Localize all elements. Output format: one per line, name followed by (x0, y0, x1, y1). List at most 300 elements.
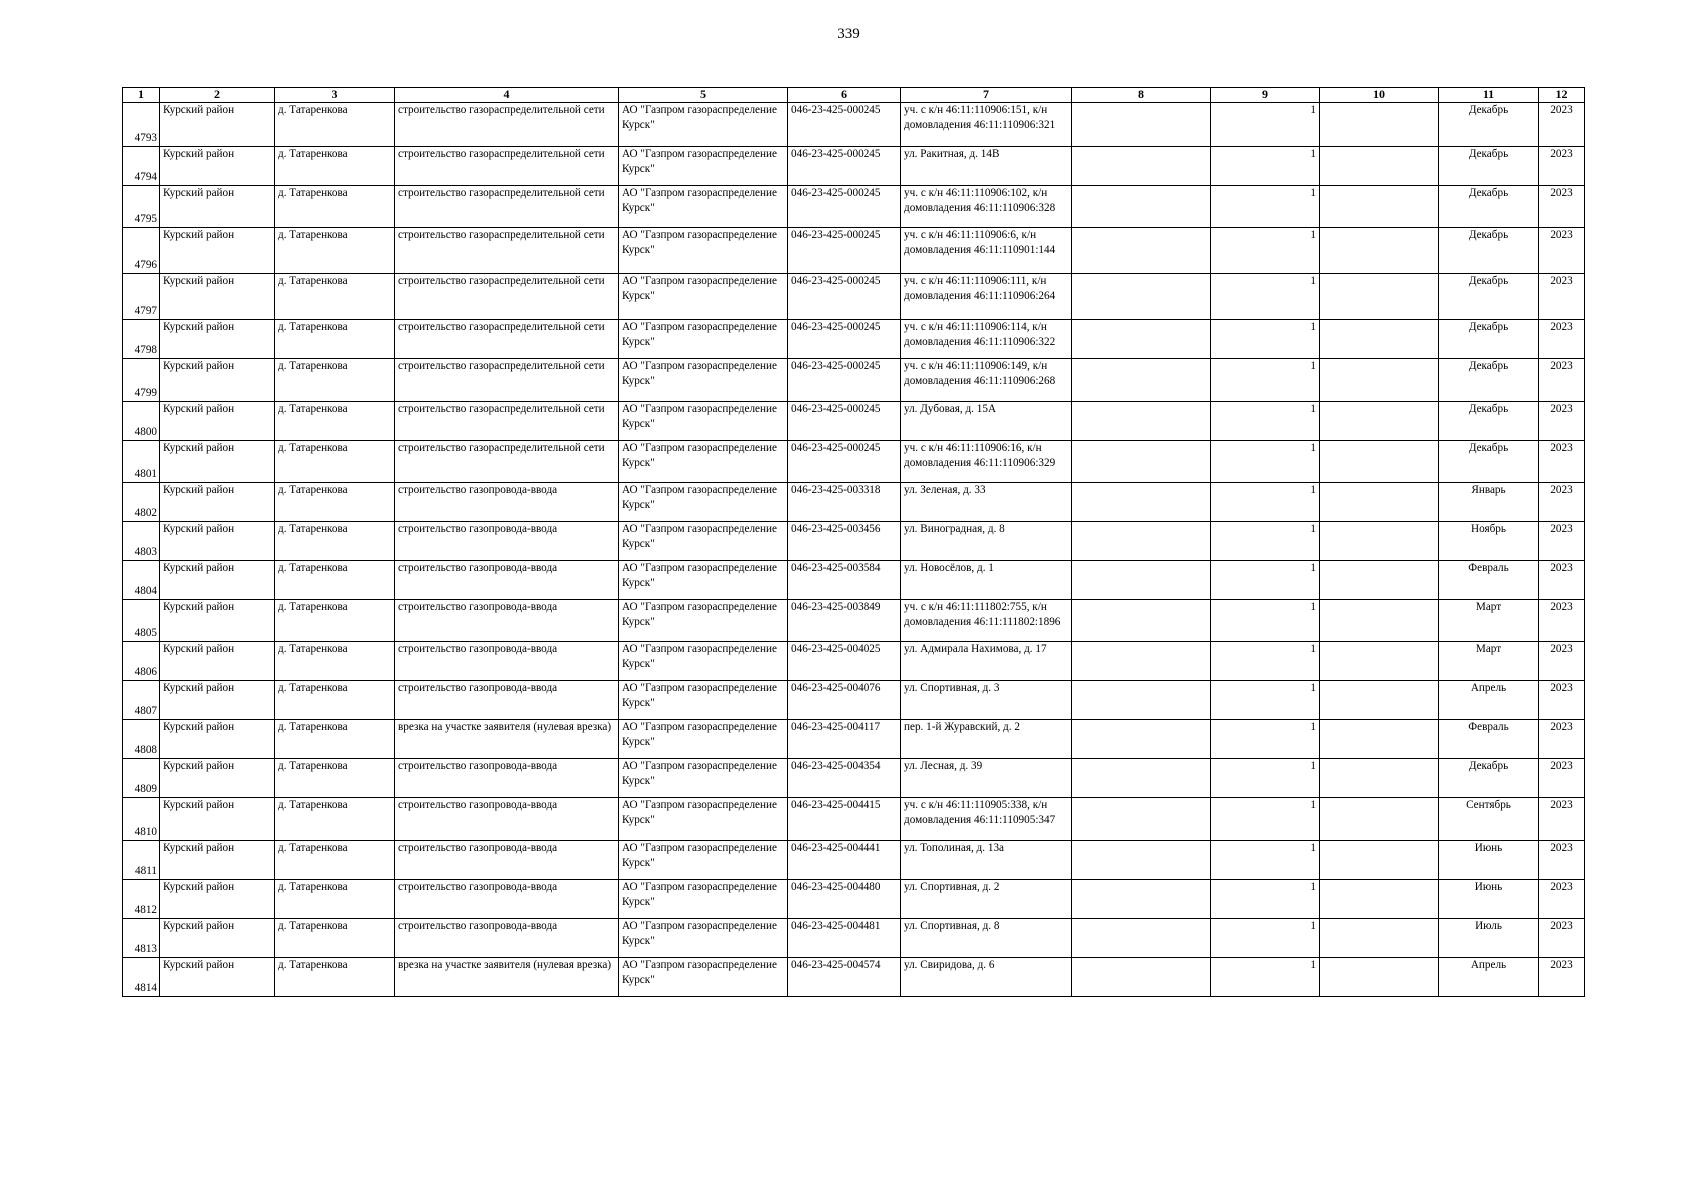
locality-cell: д. Татаренкова (275, 681, 395, 720)
table-row (123, 320, 1585, 359)
quantity-cell: 1 (1211, 274, 1320, 320)
row-number-cell: 4805 (123, 600, 160, 642)
organization-cell: АО "Газпром газораспределение Курск" (619, 600, 788, 642)
locality-cell: д. Татаренкова (275, 600, 395, 642)
application-code-cell: 046-23-425-004117 (788, 720, 901, 759)
column-10-cell (1320, 600, 1439, 642)
district-cell: Курский район (160, 186, 275, 228)
address-cell: уч. с к/н 46:11:110906:111, к/н домовладения 46:11:110906:264 (901, 274, 1072, 320)
row-number-cell: 4804 (123, 561, 160, 600)
quantity-cell: 1 (1211, 720, 1320, 759)
organization-cell: АО "Газпром газораспределение Курск" (619, 441, 788, 483)
year-cell: 2023 (1539, 359, 1585, 402)
year-cell: 2023 (1539, 320, 1585, 359)
work-type-cell: строительство газопровода-ввода (395, 759, 619, 798)
locality-cell: д. Татаренкова (275, 720, 395, 759)
work-type-cell: строительство газораспределительной сети (395, 359, 619, 402)
table-row (123, 228, 1585, 274)
application-code-cell: 046-23-425-000245 (788, 186, 901, 228)
locality-cell: д. Татаренкова (275, 228, 395, 274)
column-header: 12 (1539, 88, 1585, 103)
column-8-cell (1072, 720, 1211, 759)
organization-cell: АО "Газпром газораспределение Курск" (619, 681, 788, 720)
quantity-cell: 1 (1211, 841, 1320, 880)
address-cell: уч. с к/н 46:11:110906:102, к/н домовладения 46:11:110906:328 (901, 186, 1072, 228)
quantity-cell: 1 (1211, 402, 1320, 441)
year-cell: 2023 (1539, 103, 1585, 147)
column-header: 7 (901, 88, 1072, 103)
district-cell: Курский район (160, 919, 275, 958)
quantity-cell: 1 (1211, 919, 1320, 958)
locality-cell: д. Татаренкова (275, 320, 395, 359)
quantity-cell: 1 (1211, 561, 1320, 600)
application-code-cell: 046-23-425-003849 (788, 600, 901, 642)
address-cell: ул. Новосёлов, д. 1 (901, 561, 1072, 600)
organization-cell: АО "Газпром газораспределение Курск" (619, 720, 788, 759)
row-number-cell: 4810 (123, 798, 160, 841)
column-10-cell (1320, 186, 1439, 228)
application-code-cell: 046-23-425-004481 (788, 919, 901, 958)
district-cell: Курский район (160, 274, 275, 320)
year-cell: 2023 (1539, 600, 1585, 642)
column-header: 10 (1320, 88, 1439, 103)
row-number-cell: 4811 (123, 841, 160, 880)
column-header: 6 (788, 88, 901, 103)
locality-cell: д. Татаренкова (275, 919, 395, 958)
organization-cell: АО "Газпром газораспределение Курск" (619, 483, 788, 522)
table-row (123, 958, 1585, 997)
table-row (123, 103, 1585, 147)
column-header: 5 (619, 88, 788, 103)
month-cell: Декабрь (1439, 441, 1539, 483)
month-cell: Сентябрь (1439, 798, 1539, 841)
row-number-cell: 4807 (123, 681, 160, 720)
work-type-cell: врезка на участке заявителя (нулевая врезка) (395, 720, 619, 759)
column-8-cell (1072, 228, 1211, 274)
month-cell: Июль (1439, 919, 1539, 958)
column-header: 3 (275, 88, 395, 103)
column-10-cell (1320, 441, 1439, 483)
district-cell: Курский район (160, 228, 275, 274)
row-number-cell: 4799 (123, 359, 160, 402)
table-row (123, 186, 1585, 228)
column-10-cell (1320, 274, 1439, 320)
column-8-cell (1072, 600, 1211, 642)
column-8-cell (1072, 402, 1211, 441)
locality-cell: д. Татаренкова (275, 522, 395, 561)
month-cell: Декабрь (1439, 228, 1539, 274)
table-row (123, 561, 1585, 600)
year-cell: 2023 (1539, 147, 1585, 186)
quantity-cell: 1 (1211, 186, 1320, 228)
month-cell: Декабрь (1439, 320, 1539, 359)
month-cell: Апрель (1439, 681, 1539, 720)
year-cell: 2023 (1539, 880, 1585, 919)
column-10-cell (1320, 483, 1439, 522)
work-type-cell: строительство газопровода-ввода (395, 681, 619, 720)
quantity-cell: 1 (1211, 759, 1320, 798)
column-8-cell (1072, 320, 1211, 359)
organization-cell: АО "Газпром газораспределение Курск" (619, 274, 788, 320)
locality-cell: д. Татаренкова (275, 880, 395, 919)
district-cell: Курский район (160, 880, 275, 919)
table-row (123, 359, 1585, 402)
address-cell: ул. Виноградная, д. 8 (901, 522, 1072, 561)
month-cell: Декабрь (1439, 103, 1539, 147)
application-code-cell: 046-23-425-000245 (788, 359, 901, 402)
month-cell: Февраль (1439, 720, 1539, 759)
table-row (123, 681, 1585, 720)
quantity-cell: 1 (1211, 880, 1320, 919)
application-code-cell: 046-23-425-004025 (788, 642, 901, 681)
district-cell: Курский район (160, 642, 275, 681)
application-code-cell: 046-23-425-000245 (788, 103, 901, 147)
year-cell: 2023 (1539, 919, 1585, 958)
organization-cell: АО "Газпром газораспределение Курск" (619, 522, 788, 561)
quantity-cell: 1 (1211, 958, 1320, 997)
work-type-cell: строительство газораспределительной сети (395, 274, 619, 320)
address-cell: ул. Спортивная, д. 8 (901, 919, 1072, 958)
application-code-cell: 046-23-425-003318 (788, 483, 901, 522)
district-cell: Курский район (160, 483, 275, 522)
district-cell: Курский район (160, 147, 275, 186)
work-type-cell: строительство газопровода-ввода (395, 841, 619, 880)
locality-cell: д. Татаренкова (275, 642, 395, 681)
column-8-cell (1072, 441, 1211, 483)
locality-cell: д. Татаренкова (275, 561, 395, 600)
row-number-cell: 4813 (123, 919, 160, 958)
table-row (123, 759, 1585, 798)
district-cell: Курский район (160, 759, 275, 798)
organization-cell: АО "Газпром газораспределение Курск" (619, 402, 788, 441)
application-code-cell: 046-23-425-000245 (788, 274, 901, 320)
locality-cell: д. Татаренкова (275, 841, 395, 880)
locality-cell: д. Татаренкова (275, 274, 395, 320)
table-row (123, 402, 1585, 441)
column-8-cell (1072, 522, 1211, 561)
address-cell: ул. Спортивная, д. 3 (901, 681, 1072, 720)
row-number-cell: 4794 (123, 147, 160, 186)
row-number-cell: 4796 (123, 228, 160, 274)
address-cell: уч. с к/н 46:11:110906:151, к/н домовладения 46:11:110906:321 (901, 103, 1072, 147)
address-cell: ул. Зеленая, д. 33 (901, 483, 1072, 522)
month-cell: Ноябрь (1439, 522, 1539, 561)
table-row (123, 880, 1585, 919)
column-header: 11 (1439, 88, 1539, 103)
application-code-cell: 046-23-425-000245 (788, 320, 901, 359)
locality-cell: д. Татаренкова (275, 483, 395, 522)
registry-table (122, 87, 1585, 997)
organization-cell: АО "Газпром газораспределение Курск" (619, 798, 788, 841)
work-type-cell: строительство газопровода-ввода (395, 600, 619, 642)
table-row (123, 841, 1585, 880)
organization-cell: АО "Газпром газораспределение Курск" (619, 228, 788, 274)
address-cell: уч. с к/н 46:11:110906:6, к/н домовладения 46:11:110901:144 (901, 228, 1072, 274)
month-cell: Декабрь (1439, 359, 1539, 402)
column-10-cell (1320, 720, 1439, 759)
month-cell: Март (1439, 642, 1539, 681)
quantity-cell: 1 (1211, 681, 1320, 720)
work-type-cell: строительство газопровода-ввода (395, 522, 619, 561)
month-cell: Февраль (1439, 561, 1539, 600)
locality-cell: д. Татаренкова (275, 441, 395, 483)
quantity-cell: 1 (1211, 147, 1320, 186)
quantity-cell: 1 (1211, 320, 1320, 359)
year-cell: 2023 (1539, 483, 1585, 522)
column-8-cell (1072, 274, 1211, 320)
quantity-cell: 1 (1211, 642, 1320, 681)
column-8-cell (1072, 841, 1211, 880)
column-header: 8 (1072, 88, 1211, 103)
column-8-cell (1072, 681, 1211, 720)
address-cell: уч. с к/н 46:11:110906:16, к/н домовладения 46:11:110906:329 (901, 441, 1072, 483)
column-10-cell (1320, 402, 1439, 441)
column-10-cell (1320, 561, 1439, 600)
year-cell: 2023 (1539, 522, 1585, 561)
column-10-cell (1320, 880, 1439, 919)
table-row (123, 274, 1585, 320)
organization-cell: АО "Газпром газораспределение Курск" (619, 561, 788, 600)
district-cell: Курский район (160, 600, 275, 642)
address-cell: ул. Тополиная, д. 13а (901, 841, 1072, 880)
organization-cell: АО "Газпром газораспределение Курск" (619, 880, 788, 919)
district-cell: Курский район (160, 402, 275, 441)
month-cell: Апрель (1439, 958, 1539, 997)
column-8-cell (1072, 483, 1211, 522)
application-code-cell: 046-23-425-004415 (788, 798, 901, 841)
locality-cell: д. Татаренкова (275, 147, 395, 186)
month-cell: Декабрь (1439, 402, 1539, 441)
month-cell: Декабрь (1439, 274, 1539, 320)
month-cell: Декабрь (1439, 147, 1539, 186)
application-code-cell: 046-23-425-004441 (788, 841, 901, 880)
work-type-cell: строительство газораспределительной сети (395, 103, 619, 147)
year-cell: 2023 (1539, 759, 1585, 798)
work-type-cell: строительство газораспределительной сети (395, 228, 619, 274)
row-number-cell: 4798 (123, 320, 160, 359)
organization-cell: АО "Газпром газораспределение Курск" (619, 359, 788, 402)
column-header: 4 (395, 88, 619, 103)
month-cell: Декабрь (1439, 186, 1539, 228)
table-row (123, 720, 1585, 759)
district-cell: Курский район (160, 958, 275, 997)
year-cell: 2023 (1539, 720, 1585, 759)
table-body (123, 103, 1585, 997)
year-cell: 2023 (1539, 798, 1585, 841)
locality-cell: д. Татаренкова (275, 402, 395, 441)
year-cell: 2023 (1539, 402, 1585, 441)
table-row (123, 798, 1585, 841)
locality-cell: д. Татаренкова (275, 186, 395, 228)
quantity-cell: 1 (1211, 483, 1320, 522)
organization-cell: АО "Газпром газораспределение Курск" (619, 919, 788, 958)
address-cell: ул. Спортивная, д. 2 (901, 880, 1072, 919)
work-type-cell: строительство газопровода-ввода (395, 561, 619, 600)
address-cell: уч. с к/н 46:11:111802:755, к/н домовладения 46:11:111802:1896 (901, 600, 1072, 642)
column-8-cell (1072, 147, 1211, 186)
quantity-cell: 1 (1211, 228, 1320, 274)
row-number-cell: 4797 (123, 274, 160, 320)
row-number-cell: 4795 (123, 186, 160, 228)
locality-cell: д. Татаренкова (275, 958, 395, 997)
column-8-cell (1072, 798, 1211, 841)
column-8-cell (1072, 561, 1211, 600)
district-cell: Курский район (160, 720, 275, 759)
year-cell: 2023 (1539, 642, 1585, 681)
column-10-cell (1320, 359, 1439, 402)
organization-cell: АО "Газпром газораспределение Курск" (619, 759, 788, 798)
row-number-cell: 4800 (123, 402, 160, 441)
work-type-cell: строительство газопровода-ввода (395, 919, 619, 958)
work-type-cell: строительство газопровода-ввода (395, 798, 619, 841)
quantity-cell: 1 (1211, 522, 1320, 561)
column-10-cell (1320, 759, 1439, 798)
application-code-cell: 046-23-425-003456 (788, 522, 901, 561)
application-code-cell: 046-23-425-004076 (788, 681, 901, 720)
district-cell: Курский район (160, 359, 275, 402)
locality-cell: д. Татаренкова (275, 103, 395, 147)
district-cell: Курский район (160, 681, 275, 720)
column-8-cell (1072, 103, 1211, 147)
address-cell: ул. Лесная, д. 39 (901, 759, 1072, 798)
year-cell: 2023 (1539, 681, 1585, 720)
quantity-cell: 1 (1211, 441, 1320, 483)
month-cell: Январь (1439, 483, 1539, 522)
table-row (123, 600, 1585, 642)
column-10-cell (1320, 798, 1439, 841)
application-code-cell: 046-23-425-004574 (788, 958, 901, 997)
year-cell: 2023 (1539, 441, 1585, 483)
row-number-cell: 4814 (123, 958, 160, 997)
table-row (123, 919, 1585, 958)
column-8-cell (1072, 759, 1211, 798)
district-cell: Курский район (160, 103, 275, 147)
column-10-cell (1320, 958, 1439, 997)
organization-cell: АО "Газпром газораспределение Курск" (619, 186, 788, 228)
row-number-cell: 4809 (123, 759, 160, 798)
column-10-cell (1320, 522, 1439, 561)
month-cell: Июнь (1439, 841, 1539, 880)
column-10-cell (1320, 103, 1439, 147)
locality-cell: д. Татаренкова (275, 359, 395, 402)
application-code-cell: 046-23-425-000245 (788, 402, 901, 441)
column-10-cell (1320, 228, 1439, 274)
district-cell: Курский район (160, 561, 275, 600)
locality-cell: д. Татаренкова (275, 798, 395, 841)
column-header: 1 (123, 88, 160, 103)
column-10-cell (1320, 320, 1439, 359)
row-number-cell: 4803 (123, 522, 160, 561)
organization-cell: АО "Газпром газораспределение Курск" (619, 320, 788, 359)
quantity-cell: 1 (1211, 600, 1320, 642)
table-row (123, 441, 1585, 483)
address-cell: ул. Адмирала Нахимова, д. 17 (901, 642, 1072, 681)
work-type-cell: врезка на участке заявителя (нулевая врезка) (395, 958, 619, 997)
quantity-cell: 1 (1211, 359, 1320, 402)
district-cell: Курский район (160, 320, 275, 359)
column-10-cell (1320, 147, 1439, 186)
quantity-cell: 1 (1211, 103, 1320, 147)
application-code-cell: 046-23-425-004354 (788, 759, 901, 798)
work-type-cell: строительство газораспределительной сети (395, 402, 619, 441)
address-cell: уч. с к/н 46:11:110906:149, к/н домовладения 46:11:110906:268 (901, 359, 1072, 402)
application-code-cell: 046-23-425-003584 (788, 561, 901, 600)
column-8-cell (1072, 359, 1211, 402)
year-cell: 2023 (1539, 274, 1585, 320)
address-cell: ул. Свиридова, д. 6 (901, 958, 1072, 997)
district-cell: Курский район (160, 441, 275, 483)
column-8-cell (1072, 958, 1211, 997)
table-row (123, 642, 1585, 681)
work-type-cell: строительство газопровода-ввода (395, 483, 619, 522)
row-number-cell: 4802 (123, 483, 160, 522)
district-cell: Курский район (160, 798, 275, 841)
year-cell: 2023 (1539, 841, 1585, 880)
year-cell: 2023 (1539, 228, 1585, 274)
work-type-cell: строительство газопровода-ввода (395, 642, 619, 681)
column-header: 2 (160, 88, 275, 103)
row-number-cell: 4806 (123, 642, 160, 681)
page-number: 339 (837, 26, 860, 42)
column-8-cell (1072, 186, 1211, 228)
column-10-cell (1320, 681, 1439, 720)
organization-cell: АО "Газпром газораспределение Курск" (619, 958, 788, 997)
column-10-cell (1320, 642, 1439, 681)
column-8-cell (1072, 919, 1211, 958)
work-type-cell: строительство газопровода-ввода (395, 880, 619, 919)
organization-cell: АО "Газпром газораспределение Курск" (619, 147, 788, 186)
application-code-cell: 046-23-425-000245 (788, 441, 901, 483)
year-cell: 2023 (1539, 958, 1585, 997)
district-cell: Курский район (160, 522, 275, 561)
column-10-cell (1320, 841, 1439, 880)
table-row (123, 147, 1585, 186)
organization-cell: АО "Газпром газораспределение Курск" (619, 841, 788, 880)
month-cell: Декабрь (1439, 759, 1539, 798)
work-type-cell: строительство газораспределительной сети (395, 147, 619, 186)
year-cell: 2023 (1539, 561, 1585, 600)
row-number-cell: 4812 (123, 880, 160, 919)
organization-cell: АО "Газпром газораспределение Курск" (619, 103, 788, 147)
work-type-cell: строительство газораспределительной сети (395, 320, 619, 359)
column-8-cell (1072, 880, 1211, 919)
year-cell: 2023 (1539, 186, 1585, 228)
month-cell: Март (1439, 600, 1539, 642)
column-10-cell (1320, 919, 1439, 958)
row-number-cell: 4801 (123, 441, 160, 483)
work-type-cell: строительство газораспределительной сети (395, 441, 619, 483)
application-code-cell: 046-23-425-000245 (788, 147, 901, 186)
row-number-cell: 4793 (123, 103, 160, 147)
address-cell: уч. с к/н 46:11:110906:114, к/н домовладения 46:11:110906:322 (901, 320, 1072, 359)
month-cell: Июнь (1439, 880, 1539, 919)
address-cell: уч. с к/н 46:11:110905:338, к/н домовладения 46:11:110905:347 (901, 798, 1072, 841)
address-cell: пер. 1-й Журавский, д. 2 (901, 720, 1072, 759)
address-cell: ул. Дубовая, д. 15А (901, 402, 1072, 441)
quantity-cell: 1 (1211, 798, 1320, 841)
application-code-cell: 046-23-425-004480 (788, 880, 901, 919)
header-row (123, 88, 1585, 103)
row-number-cell: 4808 (123, 720, 160, 759)
column-header: 9 (1211, 88, 1320, 103)
district-cell: Курский район (160, 841, 275, 880)
column-8-cell (1072, 642, 1211, 681)
application-code-cell: 046-23-425-000245 (788, 228, 901, 274)
address-cell: ул. Ракитная, д. 14В (901, 147, 1072, 186)
table-row (123, 483, 1585, 522)
table-row (123, 522, 1585, 561)
organization-cell: АО "Газпром газораспределение Курск" (619, 642, 788, 681)
